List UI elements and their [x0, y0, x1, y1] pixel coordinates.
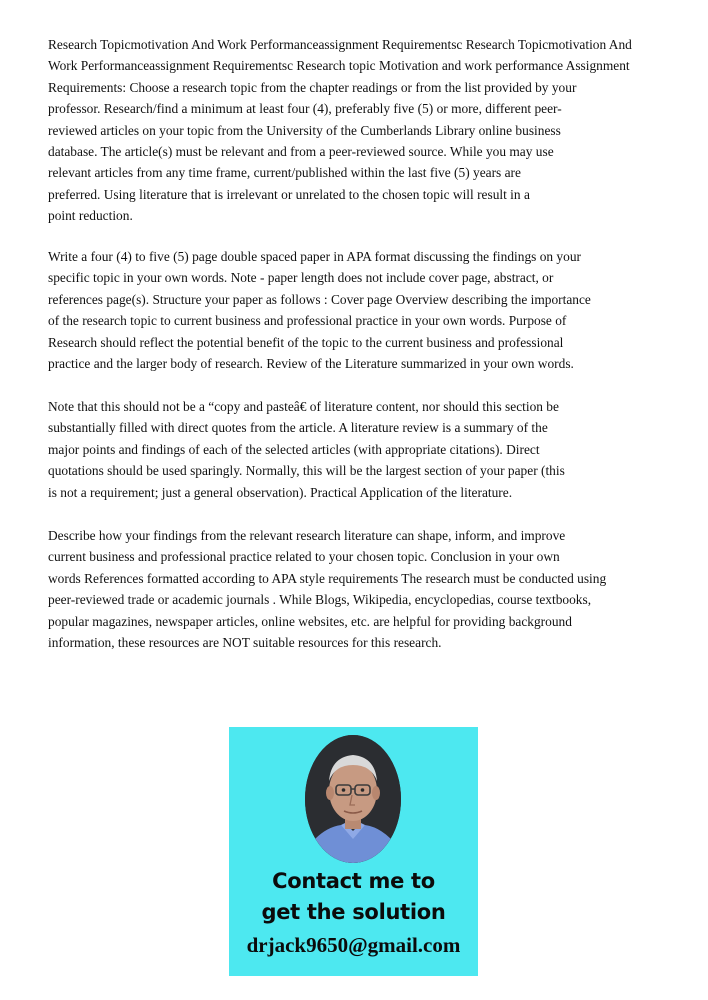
author-photo	[305, 735, 401, 863]
paragraph-line: practice and the larger body of research. Review of the Literature summarized in your own words.	[48, 356, 574, 372]
paragraph-2	[48, 246, 678, 374]
paragraph-line: words References formatted according to APA style requirements The research must be conducted using	[48, 570, 607, 586]
paragraph-4	[48, 525, 678, 653]
paragraph-line: Requirements: Choose a research topic from the chapter readings or from the list provided by your	[48, 79, 577, 95]
paragraph-line: database. The article(s) must be relevant and from a peer-reviewed source. While you may use	[48, 144, 554, 160]
paragraph-line: Research should reflect the potential benefit of the topic to the current business and professional	[48, 334, 564, 350]
paragraph-line: is not a requirement; just a general observation). Practical Application of the literature.	[48, 484, 513, 500]
paragraph-line: current business and professional practice related to your chosen topic. Conclusion in your own	[48, 549, 560, 565]
contact-ad-banner[interactable]	[229, 727, 478, 976]
cta-line-2: get the solution	[261, 900, 446, 924]
cta-line-1: Contact me to	[272, 869, 435, 893]
paragraph-1	[48, 34, 678, 227]
paragraph-line: point reduction.	[48, 208, 133, 224]
paragraph-line: Write a four (4) to five (5) page double spaced paper in APA format discussing the findings on your	[48, 249, 581, 264]
paragraph-3	[48, 396, 678, 503]
paragraph-line: Work Performanceassignment Requirementsc Research topic Motivation and work performance Assignment	[48, 58, 630, 74]
paragraph-line: Describe how your findings from the relevant research literature can shape, inform, and improve	[48, 528, 566, 543]
paragraph-line: specific topic in your own words. Note - paper length does not include cover page, abstract, or	[48, 270, 554, 286]
paragraph-line: Research Topicmotivation And Work Performanceassignment Requirementsc Research Topicmotivation And	[48, 37, 632, 52]
paragraph-line: peer-reviewed trade or academic journals . While Blogs, Wikipedia, encyclopedias, course textbooks,	[48, 592, 592, 608]
paragraph-line: references page(s). Structure your paper as follows : Cover page Overview describing the importance	[48, 291, 591, 307]
paragraph-line: reviewed articles on your topic from the University of the Cumberlands Library online business	[48, 122, 561, 138]
contact-email[interactable]: drjack9650@gmail.com	[246, 933, 461, 957]
paragraph-line: quotations should be used sparingly. Normally, this will be the largest section of your paper (this	[48, 463, 565, 479]
paragraph-line: popular magazines, newspaper articles, online websites, etc. are helpful for providing background	[48, 613, 572, 629]
paragraph-line: of the research topic to current business and professional practice in your own words. Purpose of	[48, 313, 567, 329]
paragraph-line: preferred. Using literature that is irrelevant or unrelated to the chosen topic will result in a	[48, 186, 530, 202]
paragraph-line: relevant articles from any time frame, current/published within the last five (5) years are	[48, 165, 521, 181]
paragraph-line: major points and findings of each of the selected articles (with appropriate citations). Direct	[48, 441, 540, 457]
paragraph-line: substantially filled with direct quotes from the article. A literature review is a summary of the	[48, 420, 548, 436]
paragraph-line: professor. Research/find a minimum at least four (4), preferably five (5) or more, different peer-	[48, 101, 562, 117]
paragraph-line: information, these resources are NOT suitable resources for this research.	[48, 635, 442, 651]
paragraph-line: Note that this should not be a “copy and pasteâ€ of literature content, nor should this section be	[48, 399, 559, 414]
